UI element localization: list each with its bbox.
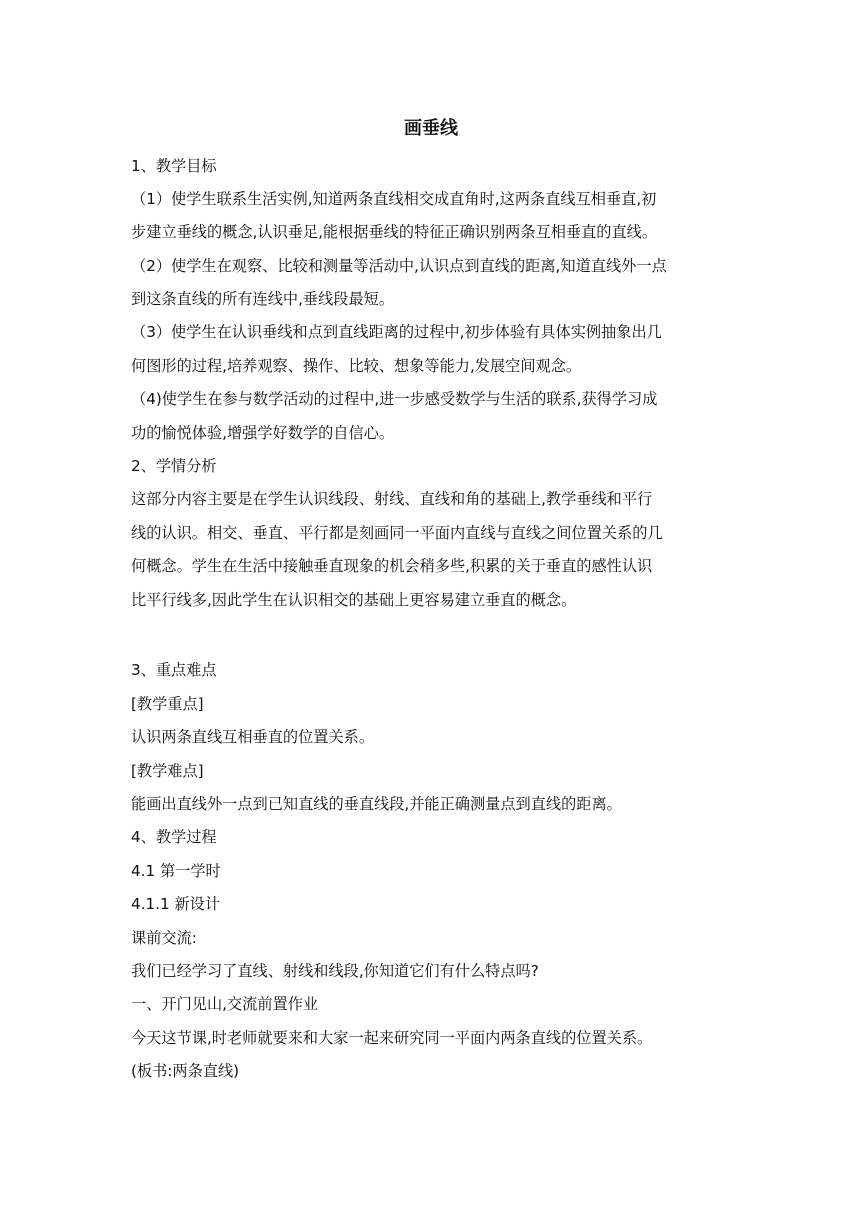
key-point-text: 认识两条直线互相垂直的位置关系。: [131, 728, 374, 746]
section-one-text: 今天这节课,时老师就要来和大家一起来研究同一平面内两条直线的位置关系。: [131, 1029, 653, 1047]
objective-1-line-2: 步建立垂线的概念,认识垂足,能根据垂线的特征正确识别两条互相垂直的直线。: [131, 223, 658, 241]
objective-1-line-1: （1）使学生联系生活实例,知道两条直线相交成直角时,这两条直线互相垂直,初: [131, 190, 657, 208]
objective-2-line-1: （2）使学生在观察、比较和测量等活动中,认识点到直线的距离,知道直线外一点: [131, 257, 667, 275]
heading-key-difficult-points: 3、重点难点: [131, 661, 217, 679]
objective-2-line-2: 到这条直线的所有连线中,垂线段最短。: [131, 290, 395, 308]
analysis-line-1: 这部分内容主要是在学生认识线段、射线、直线和角的基础上,教学垂线和平行: [131, 490, 653, 508]
heading-learner-analysis: 2、学情分析: [131, 457, 217, 475]
analysis-line-4: 比平行线多,因此学生在认识相交的基础上更容易建立垂直的概念。: [131, 591, 577, 609]
section-one-heading: 一、开门见山,交流前置作业: [131, 995, 319, 1013]
subheading-new-design: 4.1.1 新设计: [131, 895, 221, 913]
pre-class-question: 我们已经学习了直线、射线和线段,你知道它们有什么特点吗?: [131, 962, 539, 980]
heading-teaching-process: 4、教学过程: [131, 828, 217, 846]
analysis-line-2: 线的认识。相交、垂直、平行都是刻画同一平面内直线与直线之间位置关系的几: [131, 524, 663, 542]
objective-4-line-2: 功的愉悦体验,增强学好数学的自信心。: [131, 424, 395, 442]
analysis-line-3: 何概念。学生在生活中接触垂直现象的机会稍多些,积累的关于垂直的感性认识: [131, 557, 653, 575]
heading-teaching-objectives: 1、教学目标: [131, 157, 217, 175]
objective-4-line-1: （4)使学生在参与数学活动的过程中,进一步感受数学与生活的联系,获得学习成: [131, 390, 658, 408]
objective-3-line-2: 何图形的过程,培养观察、操作、比较、想象等能力,发展空间观念。: [131, 357, 582, 375]
subheading-first-lesson: 4.1 第一学时: [131, 862, 221, 880]
document-title: 画垂线: [404, 118, 458, 139]
label-teaching-key-point: [教学重点]: [131, 695, 204, 713]
objective-3-line-1: （3）使学生在认识垂线和点到直线距离的过程中,初步体验有具体实例抽象出几: [131, 323, 662, 341]
difficult-point-text: 能画出直线外一点到已知直线的垂直线段,并能正确测量点到直线的距离。: [131, 795, 622, 813]
blackboard-note: (板书:两条直线): [131, 1062, 240, 1080]
pre-class-exchange-label: 课前交流:: [131, 929, 197, 947]
label-teaching-difficult-point: [教学难点]: [131, 762, 204, 780]
